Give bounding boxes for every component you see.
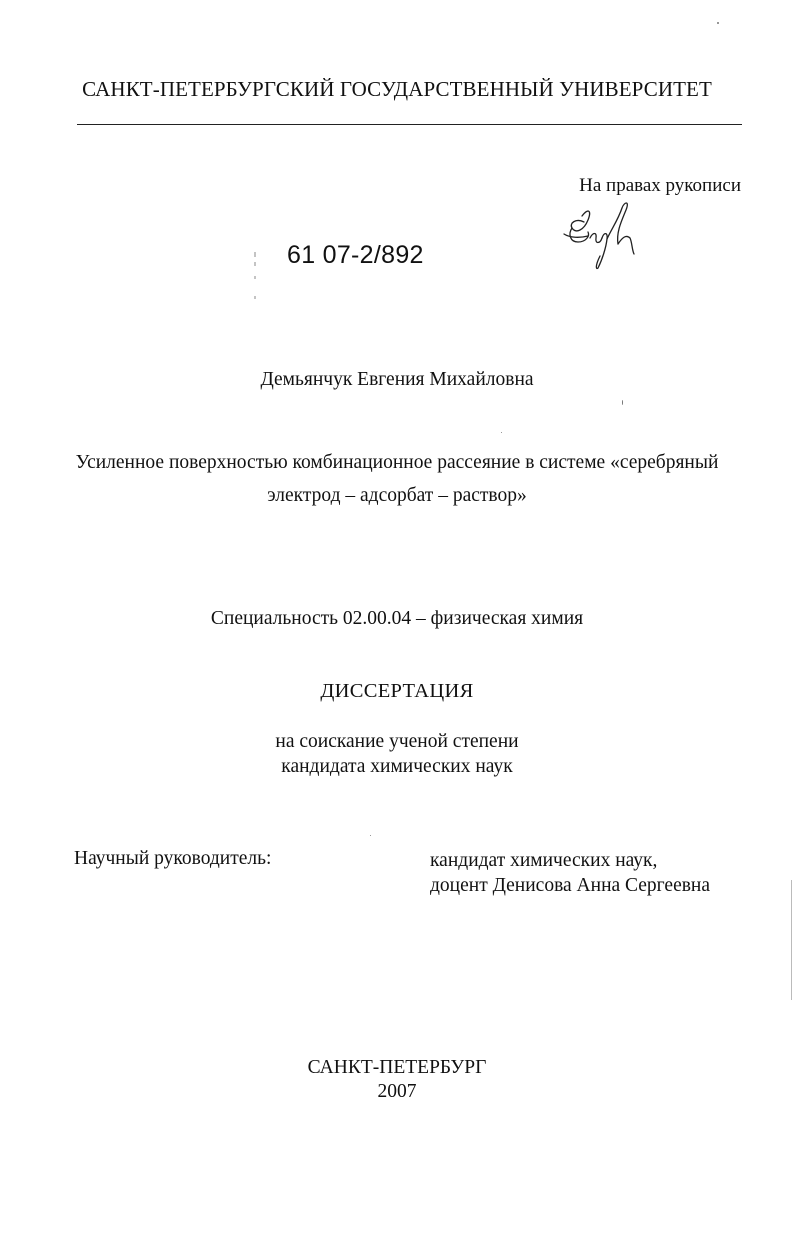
- scan-edge: [791, 880, 792, 1000]
- stamp-marks: [252, 252, 258, 312]
- manuscript-note: На правах рукописи: [579, 175, 741, 196]
- supervisor-name: доцент Денисова Анна Сергеевна: [430, 875, 711, 896]
- scan-speck: [501, 432, 502, 433]
- header-divider: [77, 124, 742, 125]
- author-name: Демьянчук Евгения Михайловна: [260, 369, 534, 390]
- scan-speck: [717, 22, 719, 24]
- supervisor-details: [430, 848, 710, 898]
- degree-line-2: кандидата химических наук: [281, 756, 513, 777]
- city: САНКТ-ПЕТЕРБУРГ: [307, 1057, 487, 1078]
- dissertation-title-line-1: Усиленное поверхностью комбинационное рассеяние в системе «серебряный: [75, 452, 719, 473]
- university-name: САНКТ-ПЕТЕРБУРГСКИЙ ГОСУДАРСТВЕННЫЙ УНИВЕРСИТЕТ: [82, 77, 712, 101]
- document-type: ДИССЕРТАЦИЯ: [320, 680, 474, 702]
- stamp-number: 61 07-2/892: [287, 241, 424, 269]
- supervisor-degree: кандидат химических наук,: [430, 850, 658, 871]
- scan-speck: [622, 400, 623, 405]
- year: 2007: [377, 1081, 417, 1102]
- signature-icon: [560, 198, 650, 270]
- scan-speck: [370, 835, 371, 836]
- supervisor-label: Научный руководитель:: [74, 848, 272, 869]
- dissertation-title-line-2: электрод – адсорбат – раствор»: [267, 485, 527, 506]
- degree-line-1: на соискание ученой степени: [275, 731, 519, 752]
- specialty: Специальность 02.00.04 – физическая химия: [210, 608, 584, 629]
